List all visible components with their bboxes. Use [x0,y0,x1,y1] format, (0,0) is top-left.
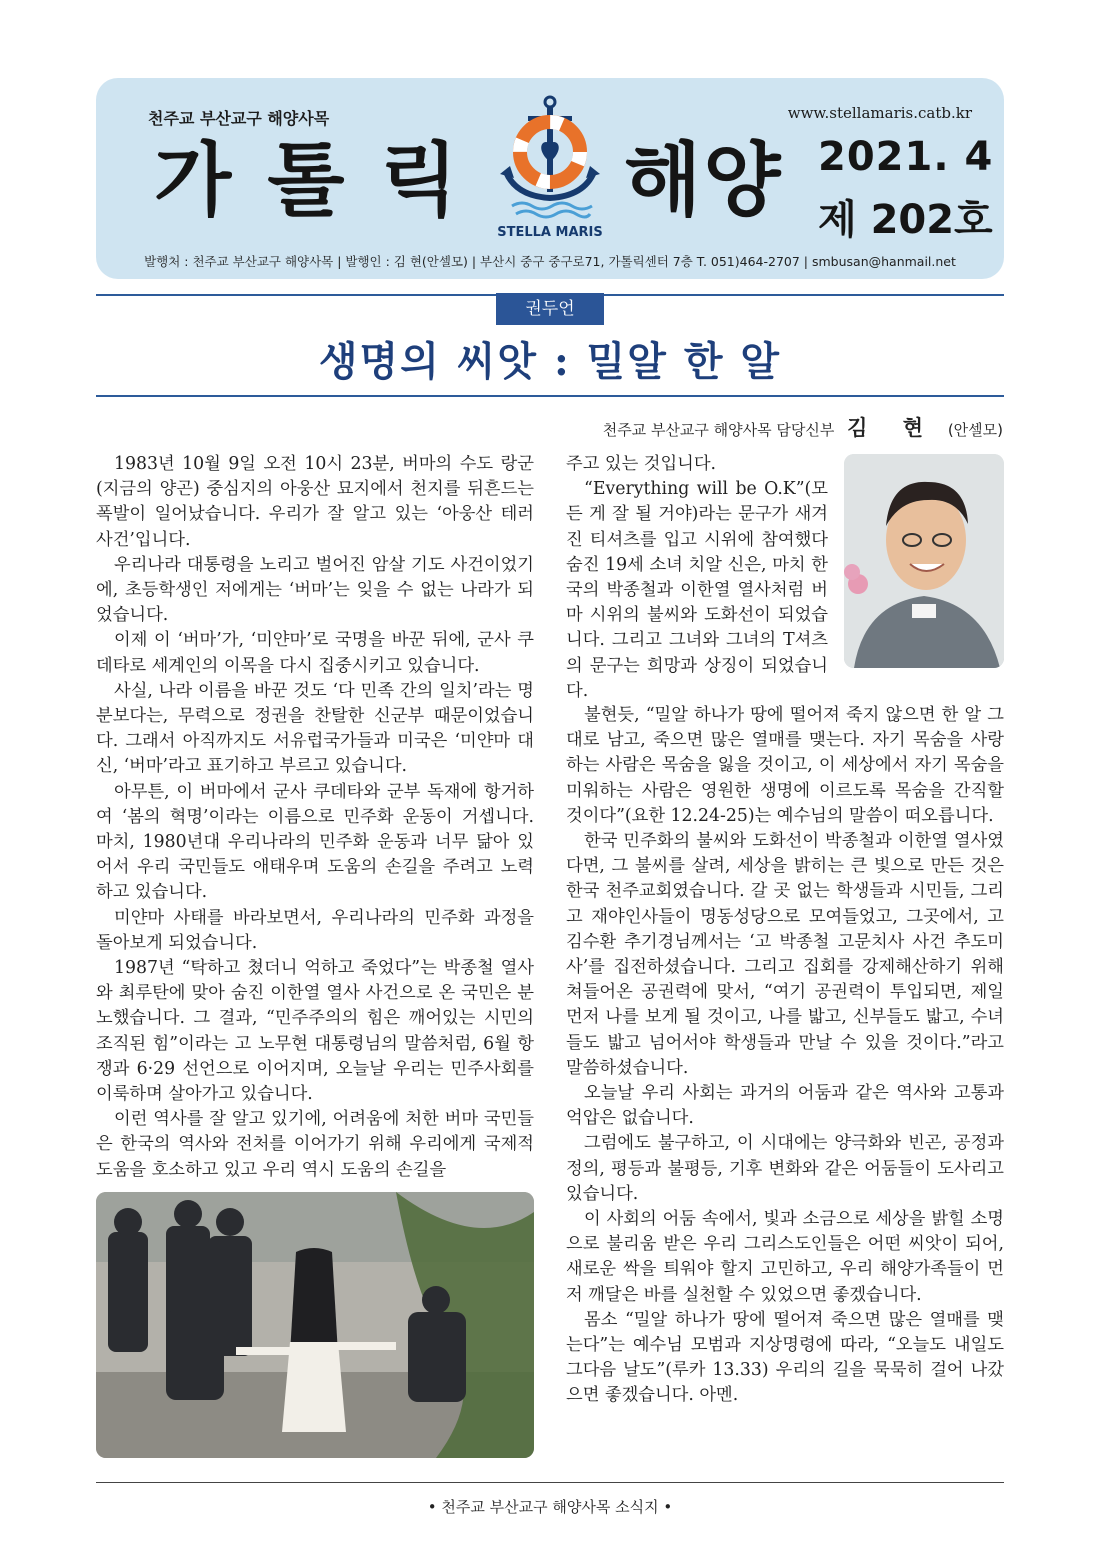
paragraph: 그럼에도 불구하고, 이 시대에는 양극화와 빈곤, 공정과 정의, 평등과 불평등, 기후 변화와 같은 어둠들이 도사리고 있습니다. [566,1133,1004,1204]
paragraph: “Everything will be O.K”(모든 게 잘 될 거야)라는 문구가 새겨진 티셔츠를 입고 시위에 참여했다 숨진 19세 소녀 치알 신은, 마치 한국의 박종철과 이한열 열사처럼 버마 시위의 불씨와 도화선이 되었습니다. 그리고 그녀와 그녀의 T셔츠의 문구는 희망과 상징이 되었습니다. [566,479,828,701]
paragraph: 오늘날 우리 사회는 과거의 어둠과 같은 역사와 고통과 억압은 없습니다. [566,1083,1004,1129]
paragraph: 우리나라 대통령을 노리고 벌어진 암살 기도 사건이었기에, 초등학생인 저에게는 ‘버마’는 잊을 수 없는 나라가 되었습니다. [96,554,534,626]
byline [603,412,1003,442]
paragraph: 사실, 나라 이름을 바꾼 것도 ‘다 민족 간의 일치’라는 명분보다는, 무력으로 정권을 찬탈한 신군부 때문이었습니다. 그래서 아직까지도 서유럽국가들과 미국은 ‘미얀마 대신, ‘버마’라고 표기하고 부르고 있습니다. [96,680,534,777]
author-portrait [844,454,1004,668]
paragraph: 1983년 10월 9일 오전 10시 23분, 버마의 수도 랑군(지금의 양곤) 중심지의 아웅산 묘지에서 천지를 뒤흔드는 폭발이 일어났습니다. 우리가 잘 알고 있는 ‘아웅산 테러 사건’입니다. [96,454,534,550]
newsletter-title-right: 해양 [624,134,783,227]
article-column-left [96,452,534,1183]
publisher-info: 발행처 : 천주교 부산교구 해양사목 | 발행인 : 김 현(안셀모) | 부산시 중구 중구로71, 가톨릭센터 7층 T. 051)464-2707 | smbusan@hanmail.net [144,254,956,269]
byline-suffix: (안셀모) [947,421,1003,439]
issue-date: 2021. 4 [818,134,994,180]
protest-photo [96,1192,534,1458]
article-column-right-bottom [566,703,1004,1409]
section-tag: 권두언 [496,293,604,325]
footer-text: • 천주교 부산교구 해양사목 소식지 • [427,1498,673,1516]
paragraph: 이런 역사를 잘 알고 있기에, 어려움에 처한 버마 국민들은 한국의 역사와 전처를 이어가기 위해 우리에게 국제적 도움을 호소하고 있고 우리 역시 도움의 손길을 [96,1109,534,1180]
paragraph: 미얀마 사태를 바라보면서, 우리나라의 민주화 과정을 돌아보게 되었습니다. [96,907,534,953]
paragraph: 주고 있는 것입니다. [566,454,717,474]
footer-divider [96,1482,1004,1483]
issue-number: 제 202호 [818,197,993,243]
website-url: www.stellamaris.catb.kr [787,104,972,122]
anchor-lifebuoy-logo-icon [498,94,602,224]
paragraph: 아무튼, 이 버마에서 군사 쿠데타와 군부 독재에 항거하여 ‘봄의 혁명’이라는 이름으로 민주화 운동이 거셉니다. 마치, 1980년대 우리나라의 민주화 운동과 너무 닮아 있어서 우리 국민들도 애태우며 도움의 손길을 주려고 노력하고 있습니다. [96,781,534,903]
protest-photo-illustration [96,1192,534,1458]
paragraph: 이제 이 ‘버마’가, ‘미얀마’로 국명을 바꾼 뒤에, 군사 쿠데타로 세계인의 이목을 다시 집중시키고 있습니다. [96,630,534,676]
article-headline: 생명의 씨앗 : 밀알 한 알 [318,338,782,385]
article-column-right-top [566,452,828,704]
headline-divider [96,395,1004,397]
paragraph: 한국 민주화의 불씨와 도화선이 박종철과 이한열 열사였다면, 그 불씨를 살려, 세상을 밝히는 큰 빛으로 만든 것은 한국 천주교회였습니다. 갈 곳 없는 학생들과 시민들, 그리고 재야인사들이 명동성당으로 모여들었고, 그곳에서, 고 김수환 추기경님께서는 ‘고 박종철 고문치사 사건 추도미사’를 집전하셨습니다. 그리고 집회를 강제해산하기 위해 쳐들어온 공권력에 맞서, “여기 공권력이 투입되면, 제일 먼저 나를 보게 될 것이고, 나를 밟고, 신부들도 밟고, 수녀들도 밟고 넘어서야 학생들과 만날 수 있을 것이다.”라고 말씀하셨습니다. [566,831,1004,1078]
logo-caption: STELLA MARIS [497,225,603,240]
paragraph: 불현듯, “밀알 하나가 땅에 떨어져 죽지 않으면 한 알 그대로 남고, 죽으면 많은 열매를 맺는다. 자기 목숨을 사랑하는 사람은 목숨을 잃을 것이고, 이 세상에서 자기 목숨을 미워하는 사람은 영원한 생명에 이르도록 목숨을 간직할 것이다”(요한 12.24-25)는 예수님의 말씀이 떠오릅니다. [566,705,1004,826]
paragraph: 1987년 “탁하고 쳤더니 억하고 죽었다”는 박종철 열사와 최루탄에 맞아 숨진 이한열 열사 사건으로 온 국민은 분노했습니다. 그 결과, “민주주의의 힘은 깨어있는 시민의 조직된 힘”이라는 고 노무현 대통령님의 말씀처럼, 6월 항쟁과 6·29 선언으로 이어지며, 오늘날 우리는 민주사회를 이룩하며 살아가고 있습니다. [96,958,534,1105]
publisher-name: 천주교 부산교구 해양사목 [148,109,330,128]
author-portrait-illustration [844,454,1004,668]
paragraph: 몸소 “밀알 하나가 땅에 떨어져 죽으면 많은 열매를 맺는다”는 예수님 모범과 지상명령에 따라, “오늘도 내일도 그다음 날도”(루카 13.33) 우리의 길을 묵묵히 걸어 나갔으면 좋겠습니다. 아멘. [566,1309,1004,1406]
byline-role: 천주교 부산교구 해양사목 담당신부 [602,421,835,439]
masthead [96,78,1004,279]
newsletter-title-left: 가톨릭 [154,134,494,227]
byline-name: 김 현 [847,415,938,440]
paragraph: 이 사회의 어둠 속에서, 빛과 소금으로 세상을 밝힐 소명으로 불리움 받은 우리 그리스도인들은 어떤 씨앗이 되어, 새로운 싹을 틔워야 할지 고민하고, 우리 해양가족들이 먼저 깨달은 바를 실천할 수 있었으면 좋겠습니다. [566,1209,1004,1305]
